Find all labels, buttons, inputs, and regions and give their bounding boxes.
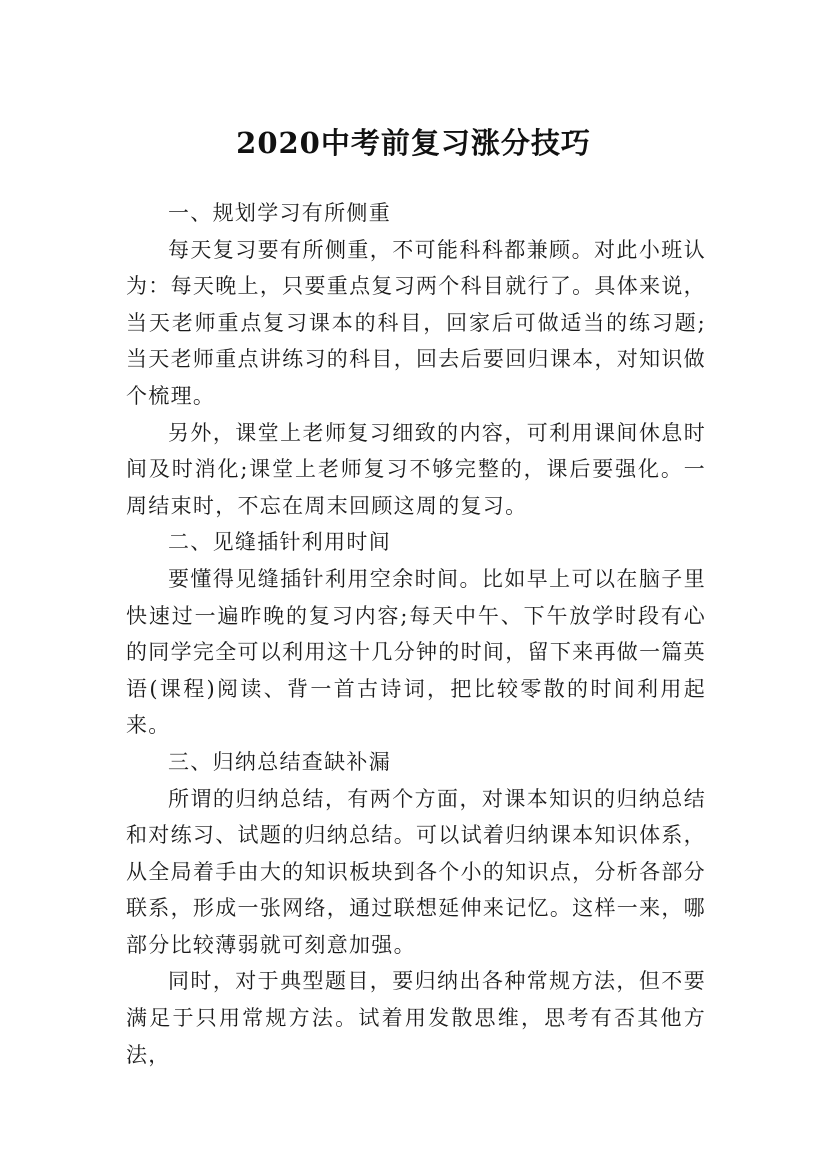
document-title: 2020中考前复习涨分技巧: [236, 126, 591, 161]
section-heading-1: 一、规划学习有所侧重: [168, 201, 391, 225]
paragraph-1: 每天复习要有所侧重，不可能科科都兼顾。对此小班认为：每天晚上，只要重点复习两个科目就行了。具体来说，当天老师重点复习课本的科目，回家后可做适当的练习题;当天老师重点讲练习的科目，回去后要回归课本，对知识做个梳理。: [126, 237, 706, 408]
paragraph-5: 同时，对于典型题目，要归纳出各种常规方法，但不要满足于只用常规方法。试着用发散思维，思考有否其他方法，: [126, 969, 706, 1067]
document-body: [126, 195, 706, 1073]
paragraph-4: 所谓的归纳总结，有两个方面，对课本知识的归纳总结和对练习、试题的归纳总结。可以试着归纳课本知识体系，从全局着手由大的知识板块到各个小的知识点，分析各部分联系，形成一张网络，通过联想延伸来记忆。这样一来，哪部分比较薄弱就可刻意加强。: [126, 786, 706, 957]
paragraph-3: 要懂得见缝插针利用空余时间。比如早上可以在脑子里快速过一遍昨晚的复习内容;每天中午、下午放学时段有心的同学完全可以利用这十几分钟的时间，留下来再做一篇英语(课程)阅读、背一首古诗词，把比较零散的时间利用起来。: [126, 566, 706, 738]
section-heading-2: 二、见缝插针利用时间: [168, 530, 391, 555]
section-heading-3: 三、归纳总结查缺补漏: [168, 749, 391, 774]
paragraph-2: 另外，课堂上老师复习细致的内容，可利用课间休息时间及时消化;课堂上老师复习不够完整的，课后要强化。一周结束时，不忘在周末回顾这周的复习。: [126, 420, 706, 518]
